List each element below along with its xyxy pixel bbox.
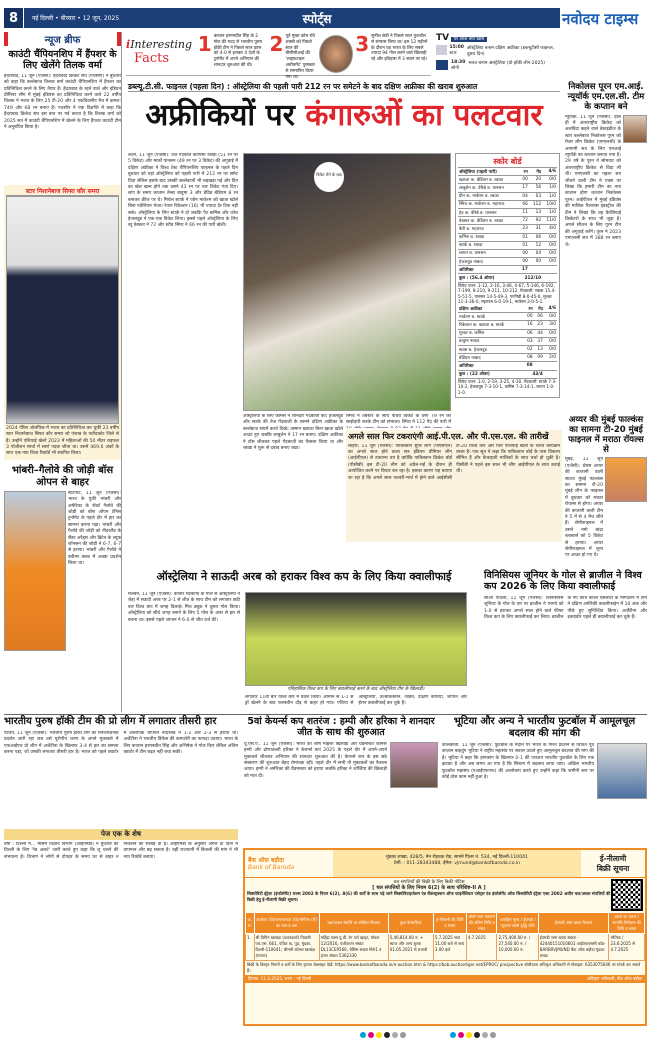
article-hockey <box>4 716 238 1024</box>
stat-cell: 03 <box>523 337 534 345</box>
main-kicker: डब्ल्यू.टी.सी. फाइनल (पहला दिन) : ऑस्ट्रेलिया की पहली पारी 212 रन पर समेटने के बाद दक्षिण अफ्रीका की खराब शुरुआत <box>128 82 560 92</box>
stat-cell: 0/0 <box>542 258 557 266</box>
ad-tag-1: ई-नीलामी <box>599 853 627 863</box>
ad-tag <box>581 854 645 874</box>
stat-cell: 08 <box>523 354 534 362</box>
article-chess <box>244 716 438 824</box>
main-headline <box>128 98 560 134</box>
tv-item <box>436 45 560 57</box>
scorecard-south-africa <box>458 305 557 379</box>
stat-cell: 13 <box>534 345 544 353</box>
stat-cell: 37 <box>534 337 544 345</box>
stat-cell: 56 <box>529 184 542 192</box>
stat-cell: 0/0 <box>542 233 557 241</box>
article-body: साओ पाउलो, 11 जून (एजेंसी): विनिसियस जूनियर के गोल के दम पर ब्राजील ने पराग्वे को 1-0 से हराकर अगले साल होने वाले फीफा विश्व कप के लिए क्वालीफाई कर लिया। ब्राजील के नए कोच कार्लो एंसेलोटी के मार्गदर्शन में टीम ने दक्षिण अमेरिकी क्वालीफाइंग में 10 अंक और पीछे हुए सुनिश्चित किया। अर्जेंटीना और इक्वाडोर पहले ही क्वालीफाई कर चुके हैं। <box>484 595 647 620</box>
column-header: 4/6 <box>544 305 557 313</box>
fact-item <box>196 32 268 75</box>
batter-row <box>458 258 557 266</box>
total-label: कुल : (22 ओवर) <box>458 370 523 378</box>
stat-cell: 2/0 <box>544 354 557 362</box>
auction-row <box>246 934 645 961</box>
divider <box>4 714 647 715</box>
notice-subtitle: [ चल संपत्तियों के लिए नियम 6(2) के साथ परिशिष्ट-II A ] <box>372 885 486 891</box>
fact-item <box>353 32 431 75</box>
article-body: स्मिथ ने वेबस्टर के साथ पांचवें विकेट के लिए 79 रन की साझेदारी करके टीम को संभाला। स्मिथ ने 112 गेंद की पारी में <box>346 414 451 426</box>
tv-channel: सोनी <box>451 66 459 71</box>
bank-name-en: Bank of Baroda <box>248 864 295 871</box>
article-body: वर्षा : दिल्ली में... मौसम विज्ञान विभाग (आईएमडी) ने बुधवार को दिल्ली के लिए 'रेड अलर्ट' जारी करते हुए कहा कि लू चलने की संभावना है। विभाग ने लोगों से दोपहर के समय घर से बाहर न निकलने की सलाह दी है। आईएमडी के अनुसार अगले दो दिनों में तापमान और बढ़ सकता है। वहीं राजधानी में बिजली की मांग ने भी नया रिकॉर्ड बनाया। <box>4 842 238 860</box>
extras-value: 17 <box>518 266 528 274</box>
match-photo <box>243 153 451 411</box>
article-bhutia <box>442 716 647 825</box>
player-photo <box>605 457 647 502</box>
batter-name: लाबुशेन क. वेरिन्ने ब. यानसन <box>458 184 518 192</box>
chess-player-photo <box>390 742 438 788</box>
registration-dot <box>360 1032 366 1038</box>
branch-address: मुंडका शाखा, 428/5, मेन रोहतक रोड, सामने पिलर नं. 534, नई दिल्ली-110041 <box>386 855 528 860</box>
fact-number: 2 <box>269 32 284 56</box>
stat-cell: 0/0 <box>542 241 557 249</box>
article-title: काउंटी चैंपियनशिप में हैंपशर के लिए खेलेंगे तिलक वर्मा <box>8 49 117 72</box>
batter-row <box>458 233 557 241</box>
article-title: विनिसियस जूनियर के गोल से ब्राजील ने विश्व कप 2026 के लिए किया क्वालीफाई <box>484 570 642 593</box>
registration-dot <box>466 1032 472 1038</box>
tv-channel: स्टार <box>449 51 457 56</box>
article-title: भारतीय पुरुष हॉकी टीम की प्रो लीग में लगातार तीसरी हार <box>4 716 217 727</box>
article-title: निकोलस पूरन एम.आई. न्यूयॉर्क एम.एल.सी. टीम के कप्तान बने <box>567 82 645 113</box>
stat-cell: 23 <box>518 225 528 233</box>
fall-of-wickets: विकेट पतन: 1-0, 2-19, 3-25, 4-30. गेंदबाजी: स्टार्क 7-3-10-2, हेजलवुड 7-3-10-1, कमिंस 7-3-14-1, लायन 1-0-1-0. <box>458 378 557 395</box>
auction-cell: 5,46,814.00 रु. + ब्याज और अन्य शुल्क 01.05.2021 से प्रभावी <box>388 934 433 961</box>
stat-cell: 06 <box>523 329 534 337</box>
ad-header <box>245 850 645 878</box>
stat-cell: 44 <box>534 329 544 337</box>
article-body: न्यूयॉर्क, 11 जून (एजेंसी): हाल ही में अंतरराष्ट्रीय क्रिकेट को अलविदा कहने वाले वेस्टइंडीज के स्टार बल्लेबाज निकोलस पूरन को मेजर लीग क्रिकेट (एमएलसी) के आगामी सत्र के लिए एमआई न्यूयॉर्क का कप्तान बनाया गया है। 29 वर्ष के पूरन ने सोमवार को अंतरराष्ट्रीय क्रिकेट से विदा ली थी। एमएलसी का पहला सत्र जीतने वाली टीम ने एक्स पर लिखा कि हमारी टीम का नया कप्तान होगा कप्तान निकोलस पूरन। आईपीएल में मुंबई इंडियंस की मालिक रिलायंस इंडस्ट्रीज की टीम ने लिखा कि वह कैरेबियाई क्रिकेटरों के साथ भी जुड़ा है। अगले सीजन के लिए पूरन टीम की अगुवाई करेंगे। पूरन ने 2023 एमएलसी सत्र में 388 रन बनाए थे। <box>565 114 621 248</box>
batter-name: वेबस्टर क. बेडिंघम ब. रबाडा <box>458 217 518 225</box>
batter-row <box>458 225 557 233</box>
branch-info <box>333 850 581 877</box>
auction-table <box>245 912 645 961</box>
batter-name: कैरी ब. महाराज <box>458 225 518 233</box>
stat-cell: 0/0 <box>544 329 557 337</box>
notice-title: चल संपत्तियों की बिक्री के लिए बिक्री नोटिस <box>393 880 465 885</box>
ad-signoff <box>245 975 645 983</box>
batter-name: ग्रीन क. मार्करम ब. रबाडा <box>458 192 518 200</box>
registration-dot <box>368 1032 374 1038</box>
article-title: 5वां केयर्न्स कप शतरंज : हम्पी और हरिका ने शानदार जीत के साथ की शुरुआत <box>247 716 435 739</box>
batter-row <box>458 217 557 225</box>
stat-cell: 00 <box>523 313 534 321</box>
batter-row <box>458 184 557 192</box>
tennis-photo <box>4 491 66 651</box>
batter-name: बावुमा नाबाद <box>458 337 523 345</box>
fact-item <box>268 32 320 80</box>
stat-cell: 112 <box>529 200 542 208</box>
stat-cell: 00 <box>518 249 528 257</box>
batter-row <box>458 345 557 353</box>
stat-cell: 06 <box>529 233 542 241</box>
bank-name-hi: बैंक ऑफ़ बड़ौदा <box>248 857 284 864</box>
team-photo <box>245 592 467 686</box>
extras-label: अतिरिक्त <box>458 362 523 370</box>
article-body: कोलकाता, 11 जून (एजेंसी): फुटबॉल के मैदान पर भारत के गिरते प्रदर्शन से चिंतित पूर्व कप्तान बाइचुंग भूटिया ने राष्ट्रीय महासंघ पर सवाल उठाते हुए आमूलचूल बदलाव की मांग की है। भूटिया ने कहा कि हांगकांग के खिलाफ 0-1 की पराजय भारतीय फुटबॉल के लिए एक झटका है और अब समय आ गया है कि सिस्टम में बदलाव लाया जाए। अखिल भारतीय फुटबॉल महासंघ (एआईएफएफ) की आलोचना करते हुए उन्होंने कहा कि जमीनी स्तर पर कोई ठोस काम नहीं हुआ है। <box>442 743 594 781</box>
fact-number: 3 <box>355 32 370 56</box>
total-row <box>458 370 557 378</box>
stat-cell: 16 <box>523 321 534 329</box>
article-vinicius <box>484 570 647 712</box>
batter-row <box>458 337 557 345</box>
stat-cell: 09 <box>534 354 544 362</box>
edition-date: नई दिल्ली • बीरवार • 12 जून, 2025 <box>32 15 120 22</box>
tv-item <box>436 60 560 71</box>
newspaper-logo: नवोदय टाइम्स <box>562 10 639 28</box>
stat-cell: 0/0 <box>542 249 557 257</box>
stat-cell: 66 <box>518 200 528 208</box>
batter-name: कमिंस ब. रबाडा <box>458 233 518 241</box>
auction-cell: 2,75,400.00 रु. / 27,540.00 रु. / 10,000.00 रु. <box>497 934 538 961</box>
ad-date: दिनांक: 11.6.2025, स्थान : नई दिल्ली <box>248 976 312 981</box>
article-body: हैदराबाद, 11 जून (एजेंसी): हैदराबाद क्रिकेट संघ (एचसीए) ने बुधवार को कहा कि बल्लेबाज तिलक वर्मा काउंटी चैंपियनशिप में हैंपशर का प्रतिनिधित्व करने के लिए तैयार हैं। हैदराबाद के रहने वाले और इंडियन प्रीमियर लीग में मुंबई इंडियंस का प्रतिनिधित्व करने वाले 22 वर्षीय तिलक ने भारत के लिए 25 टी-20 और 4 एकदिवसीय मैच में क्रमश: 749 और 68 रन बनाए हैं। एचसीए ने एक विज्ञप्ति में कहा कि हैदराबाद क्रिकेट संघ इस बात पर गर्व करता है कि तिलक वर्मा को 2025 सत्र में काउंटी चैंपियनशिप में खेलने के लिए हैंपशर काउंटी टीम ने अनुबंधित किया है। <box>4 73 121 131</box>
scoreboard <box>455 153 560 398</box>
article-title: अय्यर की मुंबई फाल्कंस का सामना टी-20 मुंबई फाइनल में मराठा रॉयल्स से <box>568 414 644 456</box>
stat-cell: 1/0 <box>542 208 557 216</box>
stat-cell: 01 <box>518 233 528 241</box>
article-body: मेलबर्न, 11 जून (एजेंसी): कोनोर मेटकाफ के गोल से ऑस्ट्रेलिया ने जेद्दा में सऊदी अरब पर 2-1 से जीत के साथ टीम को लगातार छठी बार विश्व कप में जगह दिलाई। मिच ड्यूक ने दूसरा गोल किया। ऑस्ट्रेलिया को सीधे जगह बनाने के लिए 5 गोल के अंतर से हार से बचना था। इससे पहले जापान ने 6-0 से जीत दर्ज की। <box>128 592 240 623</box>
player-photo <box>623 115 647 143</box>
tv-title: भारत बनाम आस्ट्रेलिया (प्रो हॉकी लीग-2025) <box>468 61 545 66</box>
auction-cell: 5.7.2025 सायं 11.00 बजे से सायं 3.00 बजे <box>433 934 466 961</box>
stat-cell: 0/0 <box>544 337 557 345</box>
stat-cell: 04 <box>529 249 542 257</box>
fact-text: कप्तान हरमनप्रीत सिंह के 2 गोल की मदद से भारतीय पुरुष हॉकी टीम ने पिछले साल फ्रांस को 4-0 से हराकर 4 देशों के टूर्नामेंट में अपने अभियान की शानदार शुरुआत की थी। <box>213 34 262 68</box>
stat-cell: 00 <box>518 176 528 184</box>
column-header: कब्जे का प्रकार / सम्पत्ति निरीक्षण की तिथि व समय <box>609 913 645 934</box>
total-value: 212/10 <box>518 274 542 282</box>
batter-name: स्मिथ क. मार्करम ब. महाराज <box>458 200 518 208</box>
article-ipl-psl <box>346 430 562 542</box>
article-title: ऑस्ट्रेलिया ने साऊदी अरब को हराकर विश्व कप के लिए किया क्वालीफाई <box>156 570 452 583</box>
fall-of-wickets: विकेट पतन: 1-12, 2-16, 3-46, 4-67, 5-146, 6-192, 7-199, 8-210, 9-211, 10-212. गेंदबाजी: रबाडा 15.4-5-51-5, यानसन 14-5-49-3, एनगिडी 8-0-45-0, मुल्डर 11-3-36-0, महाराज 6-0-19-1, मार्करम 2-0-5-1. <box>458 282 556 305</box>
ad-tag-2: बिक्री सूचना <box>596 863 630 873</box>
article-body: लाहौर, 11 जून (एजेंसी): पाकिस्तान सुपर लीग (पीएसएल) का अगले साल होने वाला सत्र इंडियन प्रीमियर लीग (आईपीएल) से टकराना तय है क्योंकि पाकिस्तान क्रिकेट बोर्ड (पीसीबी) इस टी-20 लीग को अप्रैल-मई के दौरान ही आयोजित करने पर विचार कर रहा है। इसका कारण यह बताया जा रहा है कि अगले साल फरवरी-मार्च में होने वाले आईसीसी टी-20 विश्व कप और फिर एशियाई खेलों के चलते कार्यक्रम व्यस्त है। एक सूत्र ने कहा कि पाकिस्तान बोर्ड के पास विकल्प सीमित हैं और फ्रेंचाइजी मालिकों के साथ चर्चा हो चुकी है। पीसीबी ने पहले इस साल भी लीग आईपीएल के साथ कराई थी। <box>348 443 560 481</box>
tv-time: 18:30 <box>451 60 466 65</box>
registration-dot <box>474 1032 480 1038</box>
branch-contact: टेली. : 011-28343488, ईमेल: vjmund@bankofbaroda.co.in <box>393 861 521 866</box>
column-header: रन <box>518 168 528 176</box>
stat-cell: 20 <box>529 176 542 184</box>
total-row <box>458 274 557 282</box>
stat-cell: 13 <box>529 208 542 216</box>
stat-cell: 17 <box>518 184 528 192</box>
channel-logo <box>436 60 448 70</box>
print-color-marks <box>360 1032 538 1038</box>
article-body: ऑस्ट्रेलिया के लिए कमिंस ने शानदार गेंदबाजी की। हेजलवुड और स्टार्क की तेज गेंदबाजी के सामने दक्षिण अफ्रीका के बल्लेबाज संघर्ष करते दिखे। उस्मान ख्वाजा बिना खाता खोले आउट हुए जबकि लाबुशेन ने 17 रन बनाए। दक्षिण अफ्रीका ने टॉस जीतकर पहले गेंदबाजी का फैसला किया था और रबाडा ने शुरू से दबाव बनाए रखा। <box>243 414 343 452</box>
auction-cell: महिंद्रा एक्स.यू.वी. रंग पर्ल व्हाइट, मॉडल 12/2016, पंजीकरण संख्या DL13CE9566, चेसिस संख्या MA1 व इंजन संख्या 5362330 <box>319 934 388 961</box>
qr-code-icon <box>611 879 643 911</box>
registration-dot <box>384 1032 390 1038</box>
scorecard-australia <box>458 168 557 283</box>
stat-cell: 12 <box>529 241 542 249</box>
stat-cell: 0/0 <box>544 345 557 353</box>
batter-name: बेडिंघम नाबाद <box>458 354 523 362</box>
fact-photo <box>319 35 353 73</box>
batter-name: मुल्डर ब. कमिंस <box>458 329 523 337</box>
batter-row <box>458 329 557 337</box>
stat-cell: 31 <box>529 225 542 233</box>
article-body: स्टटगार्ट, 11 जून (एजेंसी): भारत के युकी भांबरी और अमेरिका के रॉबर्ट गैलोवे की जोड़ी को बॉस ओपन टेनिस टूर्नामेंट के पहले दौर में हार का सामना करना पड़ा। भांबरी और गैलोवे की जोड़ी को नीदरलैंड के सैंडर अरेंड्स और ब्रिटेन के ल्यूक जॉनसन की जोड़ी ने 6-7, 6-7 से हराया। भांबरी और गैलोवे ने क्वीन्स क्लब में अच्छा प्रदर्शन किया था। <box>68 490 121 567</box>
column-header: बोली जमा करवाने की अंतिम तिथि व समय <box>466 913 497 934</box>
auction-cell: 1. <box>246 934 255 961</box>
registration-dot <box>400 1032 406 1038</box>
extras-value: 08 <box>523 362 534 370</box>
stat-cell: 4/0 <box>542 225 557 233</box>
stat-cell: 1/0 <box>542 192 557 200</box>
batter-name: हेड क. वेरिन्ने ब. यानसन <box>458 208 518 216</box>
photo-feature <box>4 185 121 460</box>
photo-title: स्टार निशानेबाज सिफ्त कौर समरा <box>6 187 119 196</box>
registration-dot <box>482 1032 488 1038</box>
bhutia-photo <box>597 743 647 799</box>
stat-cell: 3/0 <box>544 321 557 329</box>
column-header: 4/6 <box>542 168 557 176</box>
section-title: स्पोर्ट्स <box>302 11 332 26</box>
ad-signatory: अधिकृत अधिकारी, बैंक ऑफ बड़ौदा <box>586 976 642 981</box>
fact-text: सुनील छेत्री ने पिछले साल फुटबॉल से संन्यास लिया था। इस 12 महीनों के दौरान वह भारत के लिए सबसे ज्यादा 94 गोल करने वाले खिलाड़ी रहे और इतिहास में 3 स्थान पर रहे। <box>371 34 428 63</box>
innings-header <box>458 168 557 176</box>
batter-name: ख्वाजा क. बेडिंघम ब. रबाडा <box>458 176 518 184</box>
batter-row <box>458 176 557 184</box>
stat-cell: 00 <box>529 258 542 266</box>
column-header: आरक्षित मूल्य / ईएमडी / न्यूनतम बोली वृद्धि राशि <box>497 913 538 934</box>
batter-row <box>458 249 557 257</box>
total-label: कुल : (56.4 ओवर) <box>458 274 518 282</box>
stat-cell: 0/0 <box>542 176 557 184</box>
facts-title: iInteresting Facts <box>126 32 196 75</box>
bank-logo <box>245 856 333 871</box>
batter-row <box>458 192 557 200</box>
auction-cell: 4.7.2025 <box>466 934 497 961</box>
news-brief-column <box>4 32 122 712</box>
scoreboard-title: स्कोर बोर्ड <box>458 156 557 168</box>
article-body: यू.एस.ए., 11 जून (एजेंसी): भारत की शीर्ष महिला खिलाड़ी और ग्रैंडमास्टर कोनेरू हम्पी और द्रोणावल्ली हरिका ने केयर्न्स कप 2025 के पहले दौर में अपने-अपने मुकाबले जीतकर अभियान की शानदार शुरुआत की है। केयर्न्स कप के इस छठे संस्करण की शुरुआत बेहद रोमांचक रही। पहले दौर में सभी नौ मुकाबलों का फैसला आया। हम्पी ने अमेरिका की ग्रैंडमास्टर को हराया जबकि हरिका ने जॉर्जिया की खिलाड़ी को मात दी। <box>244 741 387 779</box>
stat-cell: 0/0 <box>544 313 557 321</box>
column-header: चल/अचल संपत्ति का संक्षिप्त विवरण <box>319 913 388 934</box>
headline-part: अफ्रीकियों पर <box>145 98 295 133</box>
stat-cell: 23 <box>534 321 544 329</box>
team-name: ऑस्ट्रेलिया (पहली पारी) <box>458 168 518 176</box>
column-header: ई-नीलामी की तिथि व समय <box>433 913 466 934</box>
extras-row <box>458 362 557 370</box>
total-value: 43/4 <box>523 370 544 378</box>
stat-cell: 00 <box>518 258 528 266</box>
tv-title: ऑस्ट्रेलिया बनाम दक्षिण अफ्रीका (डब्ल्यूटीसी फाइनल, दूसरा दिन) <box>466 46 555 57</box>
auction-cell: भौतिक / 23.6.2025 से 4.7.2025 <box>609 934 645 961</box>
innings-header <box>458 305 557 313</box>
registration-dot <box>490 1032 496 1038</box>
batter-row <box>458 208 557 216</box>
registration-dot <box>450 1032 456 1038</box>
fact-number: 1 <box>197 32 212 56</box>
stat-cell: 72 <box>518 217 528 225</box>
batter-name: हेजलवुड नाबाद <box>458 258 518 266</box>
channel-logo <box>436 45 447 55</box>
tv-label: TV <box>436 33 450 43</box>
batter-row <box>458 354 557 362</box>
extras-label: अतिरिक्त <box>458 266 518 274</box>
article-body: मुंबई, 11 जून (एजेंसी): श्रेयस अय्यर की कप्तानी वाली साउथ मुंबई फाल्कंस का सामना टी-20 मुंबई लीग के फाइनल में बुधवार को मराठा रॉयल्स से होगा। अय्यर की कप्तानी वाली टीम ने 5 में से 4 मैच जीते हैं। सेमीफाइनल में उसने नमो बांद्रा ब्लास्टर्स को 5 विकेट से हराया। अय्यर सेमीफाइनल में शून्य पर आउट हो गए थे। <box>565 457 603 559</box>
batter-name: स्टार्क ब. रबाडा <box>458 241 518 249</box>
team-name: दक्षिण अफ्रीका <box>458 305 523 313</box>
batter-row <box>458 241 557 249</box>
registration-dot <box>392 1032 398 1038</box>
stat-cell: 02 <box>523 345 534 353</box>
column-header: गेंद <box>534 305 544 313</box>
batter-name: रिकेल्टन क. ख्वाजा ब. स्टार्क <box>458 321 523 329</box>
tv-schedule <box>436 33 560 77</box>
tv-tag: पर आज क्या खास <box>451 37 488 42</box>
batter-row <box>458 321 557 329</box>
stat-cell: 10/0 <box>542 200 557 208</box>
facts-title-1: Interesting <box>130 38 193 51</box>
registration-dot <box>458 1032 464 1038</box>
continued-label: पेज एक के शेष <box>4 829 238 840</box>
article-body: लगातार 11वीं बार विश्व कप में प्रवेश किया। ओमान से 1-1 से ड्रॉ खेलने के बाद फलस्तीन दौड़ से बाहर हो गया। एशिया से ऑस्ट्रेलिया, उज्बेकिस्तान, जॉर्डन, दक्षिण कोरिया, जापान और ईरान क्वालीफाई कर चुके हैं। <box>245 695 467 707</box>
interesting-facts <box>126 32 431 80</box>
stat-cell: 06 <box>534 313 544 321</box>
ad-footer: बिक्री के विस्तृत नियमों व शर्तों के लिए कृपया वेबसाइट देखें: https://www.bankofbaroda.in/e-auction.htm & https://bob.auctiontiger.net/EPROC/ prospective बोलीदाता अधिकृत अधिकारी से मोबाइल: 6353075646 पर संपर्क कर सकते हैं। <box>247 962 641 973</box>
stat-cell: 01 <box>518 241 528 249</box>
photo-tag: विकेट लेने के बाद <box>314 162 344 192</box>
masthead-bar <box>4 8 560 28</box>
batter-row <box>458 200 557 208</box>
article-body: एंटवर्प, 11 जून (एजेंसी): भारतीय पुरुष हॉकी टीम का निराशाजनक प्रदर्शन जारी रहा जब उसे यूरोपीय चरण के अपने मुकाबले में एफआईएच प्रो लीग में अर्जेंटीना के खिलाफ 3-4 से हार का सामना करना पड़ा, जो उसकी लगातार तीसरी हार है। भारत को पहले क्वार्टर में ओलंपिक चैंपियन नीदरलैंड ने 1-2 और 2-3 से हराया था। अर्जेंटीना ने भारतीय डिफेंस की कमजोरी का फायदा उठाया। भारत के लिए कप्तान हरमनप्रीत सिंह और अभिषेक ने गोल किए लेकिन अंतिम क्वार्टर में टीम बढ़त नहीं बचा सकी। <box>4 731 238 756</box>
facts-title-2: Facts <box>134 51 170 66</box>
column-header: ईएमडी जमा खाता विवरण <box>538 913 609 934</box>
column-header: कर्जदार (रो)/जमानतदार (रो)/मोर्गेजर (रो) का नाम व पता <box>254 913 319 934</box>
stat-cell: 03 <box>529 192 542 200</box>
column-header: कुल देयराशियां <box>388 913 433 934</box>
stat-cell: 11/0 <box>542 217 557 225</box>
article-title: अगले साल फिर टकराएंगी आई.पी.एल. और पी.एस.एल. की तारीखें <box>348 432 549 441</box>
column-header: क्र. सं. <box>246 913 255 934</box>
batter-name: स्टब्स ब. हेजलवुड <box>458 345 523 353</box>
notice-intro: सिक्योरिटी इंट्रेस्ट (इंफोर्समेंट) रूल्स 2002 के नियम 6(2), 8(6) की शर्तों के साथ पढ़े जाने सिक्योरिटाइजेशन एंड रीकंस्ट्रक्शन ऑफ फाइनेंशियल एसेट्स एंड इंफोर्समेंट ऑफ सिक्योरिटी इंट्रेस्ट एक्ट 2002 अधीन चल/अचल संपत्तियों की बिक्री हेतु ई-नीलामी बिक्री सूचना। <box>247 891 611 902</box>
article-title: भूटिया और अन्य ने भारतीय फुटबॉल में आमूलचूल बदलाव की मांग की <box>453 716 636 739</box>
stat-cell: 11 <box>518 208 528 216</box>
tv-time: 15:00 <box>449 45 464 50</box>
column-header: गेंद <box>529 168 542 176</box>
photo-caption: 2024 पेरिस ओलंपिक में भारत का प्रतिनिधित्व कर चुकीं 23 वर्षीय स्टार निशानेबाज सिफ्त कौर समरा जो पंजाब के फरीदकोट जिले से हैं। उन्होंने एशियाई खेलों 2023 में महिलाओं की 50 मीटर राइफल 3 पोजीशन स्पर्धा में स्वर्ण पदक जीता था। उसमें 469.6 अंकों के साथ एक नया विश्व रिकॉर्ड भी स्थापित किया। <box>6 425 119 457</box>
headline-part: कंगारुओं का पलटवार <box>305 98 543 133</box>
photo-caption: एतिहासिक विश्व कप के लिए क्वालीफाई करने के बाद ऑस्ट्रेलिया टीम के खिलाड़ी। <box>287 687 425 692</box>
fact-text: पूर्व मुख्य कोच रवि शास्त्री को पिछले साल की बीसीसीआई की 'लाइफटाइम अचीवमेंट' पुरस्कार से सम्मानित किया गया था। <box>285 34 315 80</box>
bank-auction-ad <box>243 848 647 1026</box>
batter-name: मार्करम ब. स्टार्क <box>458 313 523 321</box>
registration-dot <box>376 1032 382 1038</box>
athlete-photo <box>6 196 119 424</box>
stat-cell: 1/0 <box>542 184 557 192</box>
column-header: रन <box>523 305 534 313</box>
stat-cell: 04 <box>518 192 528 200</box>
auction-cell: ईएमडी जमा खाता संख्या - 42440151010601 आईएफएससी कोड-BARB0VJMUND बैंक ऑफ बड़ौदा मुंडका शाखा <box>538 934 609 961</box>
batter-row <box>458 313 557 321</box>
stat-cell: 92 <box>529 217 542 225</box>
batter-name: लायन ब. यानसन <box>458 249 518 257</box>
news-brief-label: न्यूज ब्रीफ <box>4 32 121 46</box>
page-number: 8 <box>4 8 24 28</box>
auction-cell: श्री विपिन खरबंदा (उधारकर्ता) निवासी एच.एस. 661, पॉकेट क, पूठ, मुंडका, दिल्ली-110041; श्रीमती कोमल खरबंदा (गारंटर) <box>254 934 319 961</box>
article-title: भांबरी–गैलोवे की जोड़ी बॉस ओपन से बाहर <box>11 464 114 488</box>
article-body: लंदन, 11 जून (एजेंसी): तेज गेंदबाज कागिसो रबाडा (51 रन पर 5 विकेट) और मार्को यानसन (49 रन पर 3 विकेट) की अगुवाई में दक्षिण अफ्रीका ने विश्व टेस्ट चैंपियनशिप फाइनल के पहले दिन बुधवार को यहां ऑस्ट्रेलिया को पहली पारी में 212 रन पर समेट दिया लेकिन इसके बाद उसकी बल्लेबाजी भी लड़खड़ा गई और दिन का खेल खत्म होने तक उसने 43 रन पर चार विकेट गंवा दिए। स्टंप के समय कप्तान तेम्बा बावुमा 3 और डेविड बेडिंघम 8 रन बनाकर क्रीज पर थे। मिचेल स्टार्क ने एडेन मार्करम को खाता खोले बिना पवेलियन भेजा। रेयान रिकेल्टन (16) भी ज्यादा देर टिक नहीं सके। ऑस्ट्रेलिया के लिए स्टार्क ने दो जबकि पैट कमिंस और जोश हेजलवुड ने एक-एक विकेट लिया। इससे पहले ऑस्ट्रेलिया के लिए ब्यू वेबस्टर ने 72 और स्टीव स्मिथ ने 66 रन की पारी खेली। <box>128 153 238 229</box>
extras-row <box>458 266 557 274</box>
